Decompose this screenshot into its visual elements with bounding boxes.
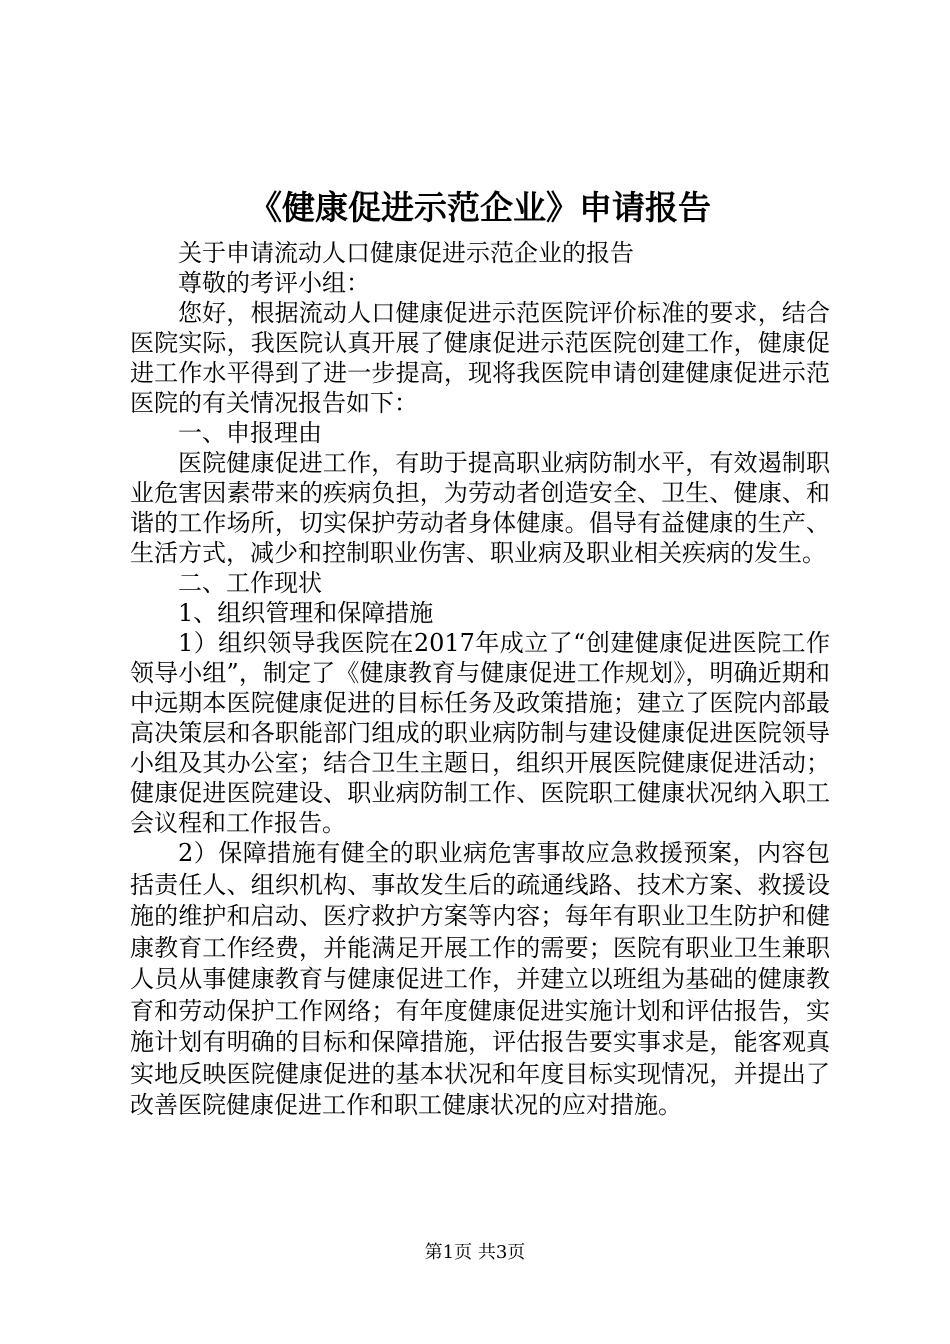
safeguard-paragraph: 2）保障措施有健全的职业病危害事故应急救援预案，内容包括责任人、组织机构、事故发生后的疏通线路、技术方案、救援设施的维护和启动、医疗救护方案等内容；每年有职业卫生防护和健康教育工作经费，并能满足开展工作的需要；医院有职业卫生兼职人员从事健康教育与健康促进工作，并建立以班组为基础的健康教育和劳动保护工作网络；有年度健康促进实施计划和评估报告，实施计划有明确的目标和保障措施，评估报告要实事求是，能客观真实地反映医院健康促进的基本状况和年度目标实现情况，并提出了改善医院健康促进工作和职工健康状况的应对措施。 [130, 839, 830, 1119]
document-body [130, 178, 830, 1122]
report-subject: 关于申请流动人口健康促进示范企业的报告 [178, 239, 634, 267]
subsection-heading-management: 1、组织管理和保障措施 [178, 599, 434, 627]
reason-paragraph: 医院健康促进工作，有助于提高职业病防制水平，有效遏制职业危害因素带来的疾病负担，为劳动者创造安全、卫生、健康、和谐的工作场所，切实保护劳动者身体健康。倡导有益健康的生产、生活方式，减少和控制职业伤害、职业病及职业相关疾病的发生。 [130, 449, 830, 567]
section-heading-reason: 一、申报理由 [178, 419, 322, 447]
salutation: 尊敬的考评小组： [178, 269, 370, 297]
section-heading-status: 二、工作现状 [178, 569, 322, 597]
document-title: 《健康促进示范企业》申请报告 [249, 188, 711, 227]
page-footer: 第1页 共3页 [424, 1242, 526, 1263]
organization-paragraph: 1）组织领导我医院在2017年成立了“创建健康促进医院工作领导小组”，制定了《健康教育与健康促进工作规划》，明确近期和中远期本医院健康促进的目标任务及政策措施；建立了医院内部最高决策层和各职能部门组成的职业病防制与建设健康促进医院领导小组及其办公室；结合卫生主题日，组织开展医院健康促进活动；健康促进医院建设、职业病防制工作、医院职工健康状况纳入职工会议程和工作报告。 [130, 629, 830, 837]
intro-paragraph: 您好，根据流动人口健康促进示范医院评价标准的要求，结合医院实际，我医院认真开展了健康促进示范医院创建工作，健康促进工作水平得到了进一步提高，现将我医院申请创建健康促进示范医院的有关情况报告如下： [130, 299, 830, 417]
